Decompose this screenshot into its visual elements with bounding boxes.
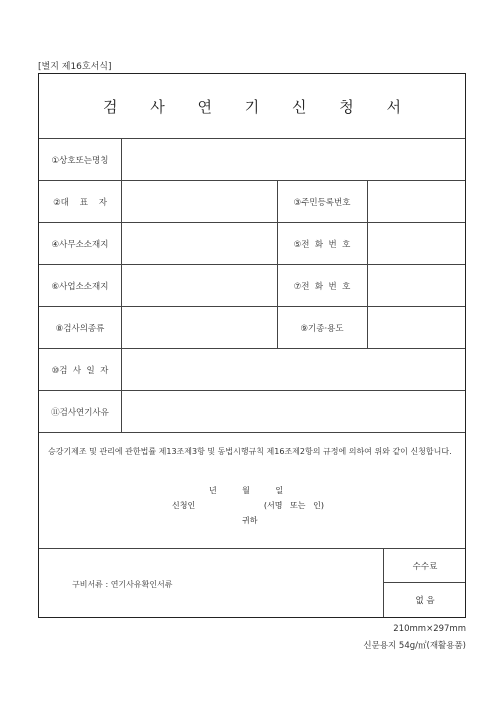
label-workplace-phone: ⑦전 화 번 호	[293, 282, 351, 292]
label-representative: ②대 표 자	[53, 198, 107, 208]
label-model-use: ⑨기종·용도	[300, 324, 344, 334]
attachments-text: 구비서류 : 연기사유확인서류	[72, 580, 173, 589]
row-trade-name	[39, 139, 465, 181]
label-inspection-type: ⑧검사의종류	[55, 324, 105, 334]
label-resident-no: ③주민등록번호	[293, 198, 351, 208]
fee-label: 수수료	[412, 562, 438, 572]
fee-value: 없 음	[415, 596, 435, 606]
label-trade-name: ①상호또는명칭	[51, 156, 109, 166]
attachments-block	[39, 549, 465, 617]
form-title: 검 사 연 기 신 청 서	[39, 74, 465, 139]
label-workplace-address: ⑥사업소소재지	[51, 282, 109, 292]
label-office-phone: ⑤전 화 번 호	[293, 240, 351, 250]
row-representative	[39, 181, 465, 223]
declaration-text: 승강기제조 및 관리에 관한법률 제13조제3항 및 동법시행규칙 제16조제2항의 규정에 의하여 위와 같이 신청합니다.	[48, 447, 452, 456]
row-workplace	[39, 265, 465, 307]
row-office	[39, 223, 465, 265]
label-office-address: ④사무소소재지	[51, 240, 109, 250]
date-line: 년 월 일	[209, 486, 284, 495]
applicant-line: 신청인 (서명 또는 인)	[172, 501, 324, 510]
form-id: [별지 제16호서식]	[38, 62, 112, 72]
row-inspection-date	[39, 349, 465, 391]
row-inspection-type	[39, 307, 465, 349]
application-form	[38, 73, 466, 618]
paper-size: 210mm×297mm	[393, 624, 466, 634]
addressee: 귀하	[242, 516, 258, 525]
paper-spec: 신문용지 54g/㎡(재활용품)	[363, 641, 466, 651]
label-inspection-date: ⑩검 사 일 자	[51, 366, 109, 376]
label-postpone-reason: ⑪검사연기사유	[51, 408, 109, 418]
row-postpone-reason	[39, 391, 465, 433]
declaration-block	[39, 433, 465, 549]
